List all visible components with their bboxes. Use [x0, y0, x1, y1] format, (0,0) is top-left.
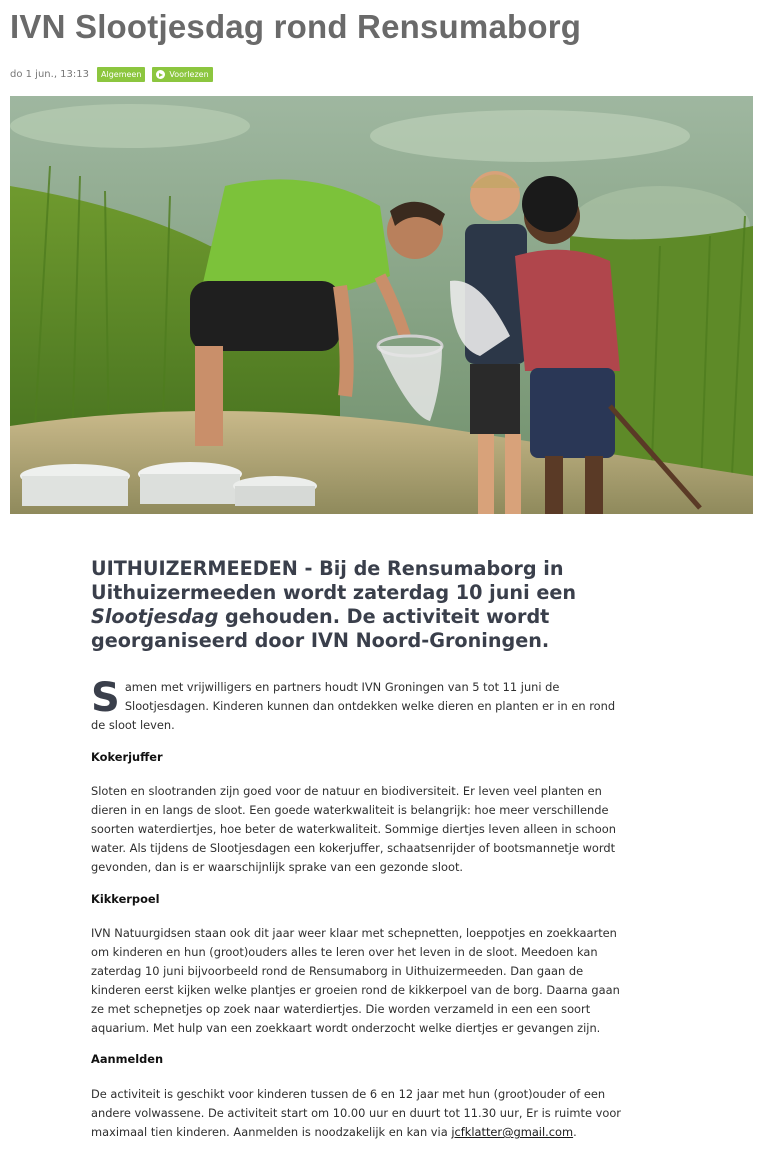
lead-text-part2: gehouden. De activiteit wordt georganiseerd door IVN Noord-Groningen. [91, 605, 550, 652]
publish-date: do 1 jun., 13:13 [10, 69, 89, 80]
intro-text: amen met vrijwilligers en partners houdt IVN Groningen van 5 tot 11 juni de Slootjesdagen. Kinderen kunnen dan ontdekken welke dieren en planten er in en rond de sloot leven. [91, 680, 616, 732]
article-lead [91, 557, 631, 653]
aanmelden-text: De activiteit is geschikt voor kinderen tussen de 6 en 12 jaar met hun (groot)ouder of een andere volwassene. De activiteit start om 10.00 uur en duurt tot 11.30 uur, Er is ruimte voor maximaal tien kinderen. Aanmelden is noodzakelijk en kan via [91, 1087, 621, 1139]
paragraph-aanmelden [91, 1085, 631, 1142]
heading-aanmelden: Aanmelden [91, 1052, 164, 1066]
heading-kokerjuffer: Kokerjuffer [91, 750, 163, 764]
email-link[interactable]: jcfklatter@gmail.com [451, 1125, 574, 1139]
heading-kikkerpoel: Kikkerpoel [91, 892, 160, 906]
drop-cap: S [91, 675, 120, 721]
intro-paragraph [91, 675, 631, 735]
article-photo [10, 96, 753, 514]
paragraph-kikkerpoel: IVN Natuurgidsen staan ook dit jaar weer klaar met schepnetten, loeppotjes en zoekkaarten om kinderen en hun (groot)ouders alles te leren over het leven in de sloot. Meedoen kan zaterdag 10 juni bijvoorbeeld rond de Rensumaborg in Uithuizermeeden. Dan gaan de kinderen eerst kijken welke plantjes er groeien rond de kikkerpoel van de borg. Daarna gaan ze met schepnetjes op zoek naar waterdiertjes. Die worden verzameld in een een soort aquarium. Met hulp van een zoekkaart wordt onderzocht welke diertjes er gevangen zijn. [91, 926, 620, 1035]
article-meta [10, 67, 220, 82]
article-title: IVN Slootjesdag rond Rensumaborg [10, 8, 582, 45]
lead-text-part1: UITHUIZERMEEDEN - Bij de Rensumaborg in Uithuizermeeden wordt zaterdag 10 juni een [91, 557, 577, 604]
paragraph-kokerjuffer: Sloten en slootranden zijn goed voor de natuur en biodiversiteit. Er leven veel planten en dieren in en langs de sloot. Een goede waterkwaliteit is belangrijk: hoe meer verschillende soorten waterdiertjes, hoe beter de waterkwaliteit. Sommige diertjes leven alleen in schoon water. Als tijdens de Slootjesdagen een kokerjuffer, schaatsenrijder of bootsmannetje wordt gevonden, dan is er waarschijnlijk sprake van een gezonde sloot. [91, 784, 616, 874]
aanmelden-end: . [573, 1125, 577, 1139]
read-aloud-label: Voorlezen [169, 70, 209, 79]
play-circle-icon [156, 70, 165, 79]
read-aloud-button[interactable] [152, 67, 212, 82]
category-tag[interactable]: Algemeen [97, 67, 145, 82]
lead-italic-term: Slootjesdag [91, 605, 219, 628]
